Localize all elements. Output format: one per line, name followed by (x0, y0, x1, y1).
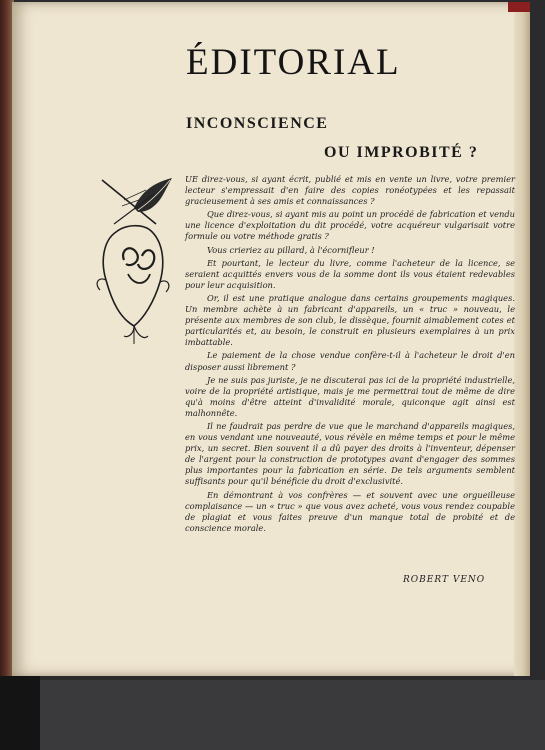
paragraph: Je ne suis pas juriste, je ne discuterai pas ici de la propriété industrielle, voire de la propriété artistique, mais je me permettrai tout de même de dire qu'à moins d'être atteint d'invalidité morale, quiconque agit ainsi est malhonnête. (185, 374, 515, 418)
paragraph: Il ne faudrait pas perdre de vue que le marchand d'appareils magiques, en vous vendant une nouveauté, vous révèle en même temps et pour le même prix, un secret. Bien souvent il a dû payer des droits à l'inventeur, dépenser de l'argent pour la construction de prototypes avant d'engager des sommes plus importantes pour la fabrication en série. De tels arguments semblent suffisants pour qu'il bénéficie du droit d'exclusivité. (185, 420, 515, 487)
paragraph: Or, il est une pratique analogue dans certains groupements magiques. Un membre achète à un fabricant d'appareils, un « truc » nouveau, le présente aux membres de son club, le dissèque, fournit aimablement cotes et particularités et, au besoin, le construit en plusieurs exemplaires à un prix imbattable. (185, 292, 515, 348)
paragraph: UE direz-vous, si ayant écrit, publié et mis en vente un livre, votre premier lecteur s'empressait d'en faire des copies ronéotypées et les repassait gracieusement à ses amis et connaissances ? (185, 174, 515, 207)
subtitle-line-1: INCONSCIENCE (186, 115, 329, 132)
page-edge (514, 2, 530, 676)
paragraph: Le paiement de la chose vendue confère-t-il à l'acheteur le droit d'en disposer aussi librement ? (185, 350, 515, 372)
paragraph: En démontrant à vos confrères — et souvent avec une orgueilleuse complaisance — un « truc » que vous avez acheté, vous vous rendez coupable de plagiat et vous faites preuve d'un manque total de probité et de conscience morale. (185, 489, 515, 533)
background-surface (40, 680, 545, 750)
quill-monogram-icon (94, 176, 180, 346)
subtitle-line-2: OU IMPROBITÉ ? (324, 144, 479, 161)
page-title: ÉDITORIAL (186, 42, 401, 83)
paragraph: Que direz-vous, si ayant mis au point un procédé de fabrication et vendu une licence d'exploitation du dit procédé, votre acquéreur vulgarisait votre formule ou votre méthode gratis ? (185, 209, 515, 242)
author-signature: ROBERT VENO (403, 575, 486, 585)
editorial-body (185, 174, 515, 536)
paragraph: Vous crieriez au pillard, à l'écornifleur ! (207, 244, 375, 255)
paragraph: Et pourtant, le lecteur du livre, comme l'acheteur de la licence, se seraient acquittés envers vous de la somme dont ils vous étaient redevables pour leur acquisition. (185, 257, 515, 290)
background-shadow (0, 676, 40, 750)
cover-corner (508, 2, 530, 12)
